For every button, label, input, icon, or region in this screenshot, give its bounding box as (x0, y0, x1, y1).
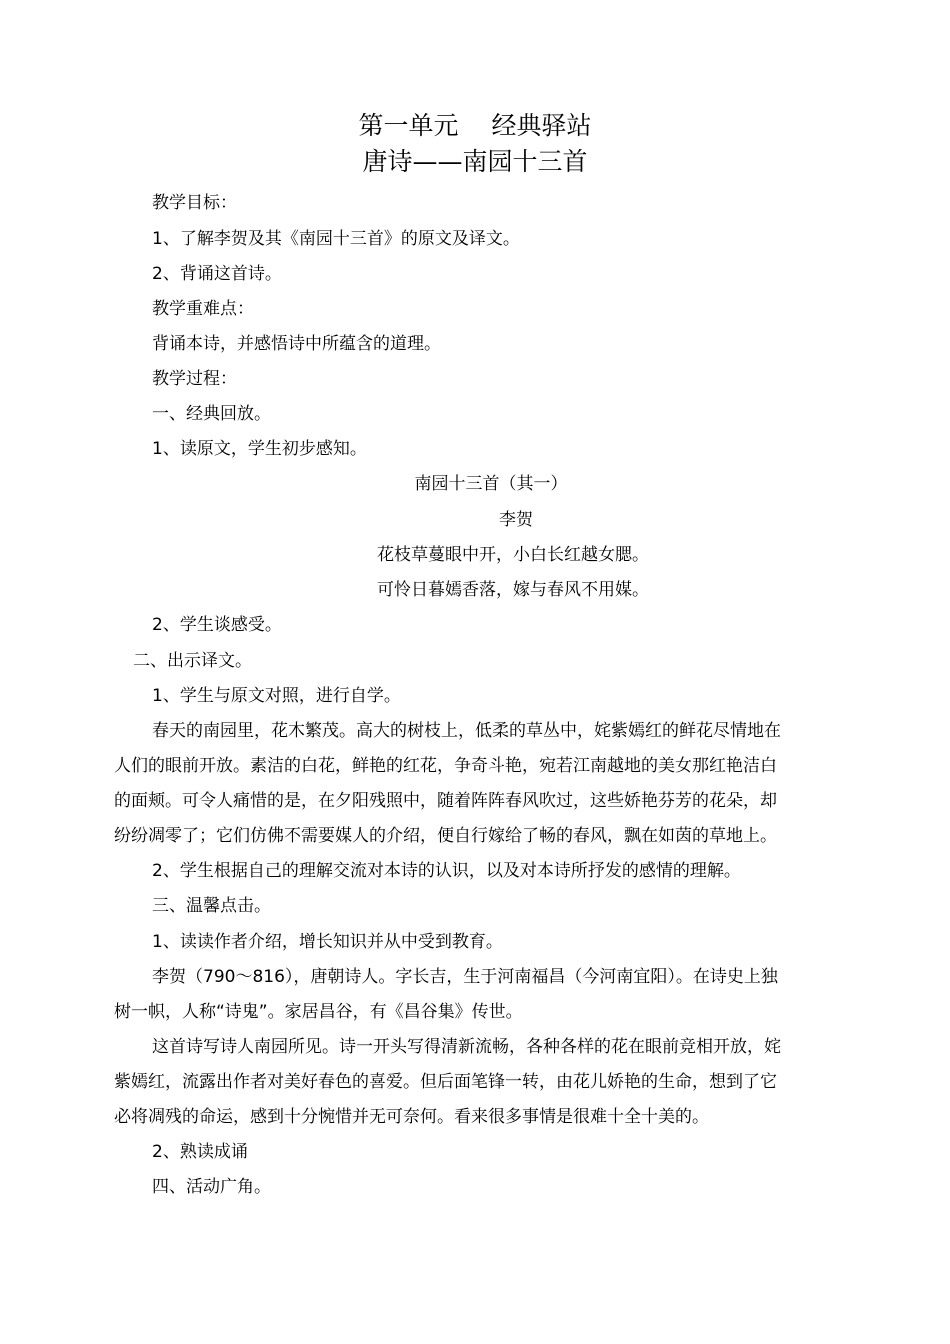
key-points-heading: 教学重难点： (152, 299, 254, 319)
objective-1: 1、了解李贺及其《南园十三首》的原文及译文。 (152, 229, 520, 249)
analysis-line-1: 这首诗写诗人南园所见。诗一开头写得清新流畅，各种各样的花在眼前竞相开放，姹 (152, 1037, 781, 1057)
section-1-step-1: 1、读原文，学生初步感知。 (152, 439, 367, 459)
poem-page-title: 唐诗——南园十三首 (362, 147, 588, 176)
section-2-heading: 二、出示译文。 (133, 651, 252, 671)
section-1-heading: 一、经典回放。 (152, 404, 271, 424)
process-heading: 教学过程： (152, 369, 237, 389)
poem-line-1: 花枝草蔓眼中开，小白长红越女腮。 (377, 545, 649, 565)
poem-line-2: 可怜日暮嫣香落，嫁与春风不用媒。 (377, 580, 649, 600)
section-4-heading: 四、活动广角。 (152, 1177, 271, 1197)
section-3-step-2: 2、熟读成诵 (152, 1142, 248, 1162)
translation-line-3: 的面颊。可令人痛惜的是，在夕阳残照中，随着阵阵春风吹过，这些娇艳芬芳的花朵，却 (114, 791, 777, 811)
section-1-step-2: 2、学生谈感受。 (152, 615, 282, 635)
objectives-heading: 教学目标： (152, 193, 237, 213)
section-2-step-2: 2、学生根据自己的理解交流对本诗的认识，以及对本诗所抒发的感情的理解。 (152, 861, 741, 881)
translation-line-2: 人们的眼前开放。素洁的白花，鲜艳的红花，争奇斗艳，宛若江南越地的美女那红艳洁白 (114, 756, 777, 776)
section-3-heading: 三、温馨点击。 (152, 896, 271, 916)
analysis-line-3: 必将凋残的命运，感到十分惋惜并无可奈何。看来很多事情是很难十全十美的。 (114, 1107, 709, 1127)
unit-title: 第一单元 经典驿站 (358, 111, 592, 140)
key-points-text: 背诵本诗，并感悟诗中所蕴含的道理。 (152, 334, 441, 354)
translation-line-4: 纷纷凋零了；它们仿佛不需要媒人的介绍，便自行嫁给了畅的春风，飘在如茵的草地上。 (114, 826, 777, 846)
poem-author: 李贺 (499, 510, 533, 530)
author-intro-line-1: 李贺（790～816），唐朝诗人。字长吉，生于河南福昌（今河南宜阳）。在诗史上独 (152, 967, 778, 987)
objective-2: 2、背诵这首诗。 (152, 264, 282, 284)
analysis-line-2: 紫嫣红，流露出作者对美好春色的喜爱。但后面笔锋一转，由花儿娇艳的生命，想到了它 (114, 1072, 777, 1092)
section-3-step-1: 1、读读作者介绍，增长知识并从中受到教育。 (152, 932, 503, 952)
author-intro-line-2: 树一帜，人称“诗鬼”。家居昌谷，有《昌谷集》传世。 (114, 1002, 523, 1022)
poem-title: 南园十三首（其一） (414, 474, 568, 494)
translation-line-1: 春天的南园里，花木繁茂。高大的树枝上，低柔的草丛中，姹紫嫣红的鲜花尽情地在 (152, 721, 781, 741)
section-2-step-1: 1、学生与原文对照，进行自学。 (152, 686, 401, 706)
